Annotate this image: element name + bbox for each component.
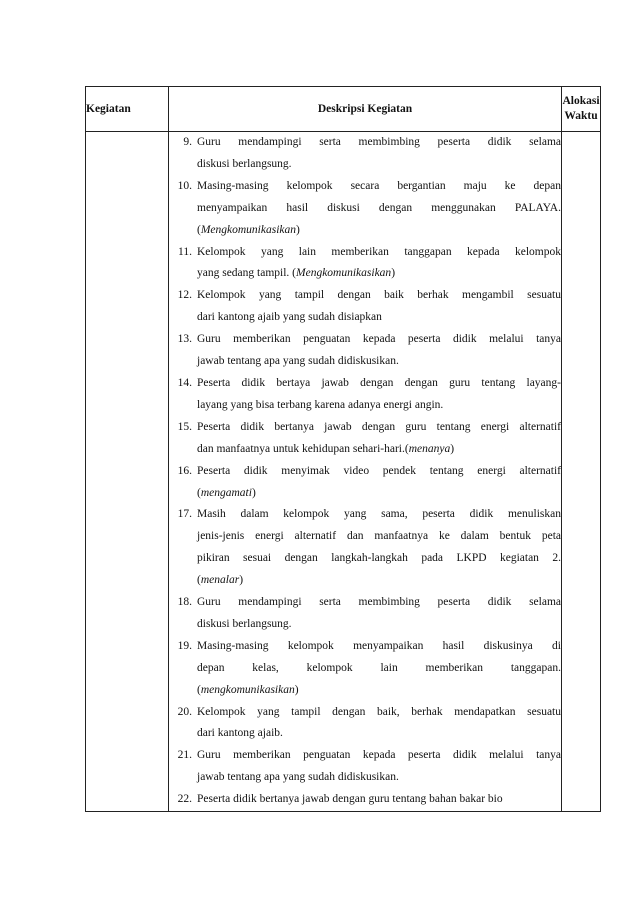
header-alokasi-line2: Waktu — [564, 110, 598, 122]
list-item — [169, 417, 561, 461]
list-item-line: Kelompok yang lain memberikan tanggapan kepada kelompok — [197, 245, 561, 258]
activity-list — [169, 132, 561, 811]
list-item — [169, 461, 561, 505]
alokasi-cell — [562, 132, 601, 812]
list-item-text — [197, 176, 561, 242]
list-item-line: yang sedang tampil. (Mengkomunikasikan) — [197, 267, 396, 280]
list-item-text — [197, 461, 561, 505]
list-item-line: diskusi berlangsung. — [197, 617, 292, 630]
list-item-line: jenis-jenis energi alternatif dan manfaatnya ke dalam bentuk peta — [197, 530, 561, 543]
list-item-number: 22. — [177, 793, 192, 806]
list-item — [169, 242, 561, 286]
list-item-line: dari kantong ajaib. — [197, 727, 283, 740]
list-item — [169, 636, 561, 702]
activity-label-italic: Mengkomunikasikan — [296, 267, 392, 280]
list-item-line: diskusi berlangsung. — [197, 157, 292, 170]
list-item-number: 18. — [177, 596, 192, 609]
lesson-activity-table — [85, 86, 601, 812]
list-item — [169, 285, 561, 329]
list-item-text — [197, 789, 561, 811]
table-header-row — [86, 87, 601, 132]
activity-label-italic: menalar — [200, 574, 240, 587]
list-item-line: Peserta didik bertanya jawab dengan guru tentang energi alternatif — [197, 420, 561, 433]
list-item — [169, 329, 561, 373]
list-item — [169, 789, 561, 811]
list-item-line: pikiran sesuai dengan langkah-langkah pada LKPD kegiatan 2. — [197, 552, 561, 565]
list-item — [169, 702, 561, 746]
list-item-line: Guru mendampingi serta membimbing peserta didik selama — [197, 596, 561, 609]
list-item-text — [197, 242, 561, 286]
list-item-line: (mengkomunikasikan) — [197, 683, 299, 696]
list-item-number: 12. — [177, 289, 192, 302]
deskripsi-cell — [169, 132, 562, 812]
list-item-line: layang yang bisa terbang karena adanya energi angin. — [197, 398, 444, 411]
list-item-number: 14. — [177, 376, 192, 389]
list-item — [169, 745, 561, 789]
list-item-text — [197, 417, 561, 461]
list-item-line: dari kantong ajaib yang sudah disiapkan — [197, 311, 382, 324]
list-item-line: (mengamati) — [197, 486, 256, 499]
kegiatan-cell — [86, 132, 169, 812]
header-alokasi-line1: Alokasi — [562, 95, 600, 107]
list-item — [169, 592, 561, 636]
list-item-line: Guru mendampingi serta membimbing peserta didik selama — [197, 136, 561, 148]
list-item-line: Peserta didik bertanya jawab dengan guru tentang bahan bakar bio — [197, 793, 503, 806]
header-deskripsi: Deskripsi Kegiatan — [169, 87, 562, 132]
list-item-number: 10. — [177, 179, 192, 192]
list-item-line: jawab tentang apa yang sudah didiskusikan. — [197, 355, 399, 368]
list-item-number: 16. — [177, 464, 192, 477]
list-item-text — [197, 504, 561, 592]
list-item-line: menyampaikan hasil diskusi dengan menggunakan PALAYA. — [197, 201, 561, 214]
list-item-line: (menalar) — [197, 574, 244, 587]
list-item — [169, 176, 561, 242]
list-item-line: Masing-masing kelompok menyampaikan hasil diskusinya di — [197, 639, 561, 652]
list-item — [169, 504, 561, 592]
activity-label-italic: Mengkomunikasikan — [200, 223, 297, 236]
list-item-line: Kelompok yang tampil dengan baik, berhak mendapatkan sesuatu — [197, 705, 561, 718]
list-item-number: 15. — [177, 420, 192, 433]
list-item-line: Guru memberikan penguatan kepada peserta didik melalui tanya — [197, 749, 561, 762]
list-item-text — [197, 636, 561, 702]
list-item-line: Masing-masing kelompok secara bergantian maju ke depan — [197, 179, 561, 192]
list-item-text — [197, 285, 561, 329]
list-item-number: 21. — [177, 749, 192, 762]
header-alokasi-waktu — [562, 87, 601, 132]
list-item-number: 9. — [183, 136, 192, 148]
list-item-text — [197, 745, 561, 789]
list-item-line: Peserta didik menyimak video pendek tentang energi alternatif — [197, 464, 561, 477]
list-item-text — [197, 132, 561, 176]
list-item-text — [197, 373, 561, 417]
list-item-line: dan manfaatnya untuk kehidupan sehari-hari.(menanya) — [197, 442, 455, 455]
activity-label-italic: menanya — [408, 442, 451, 455]
list-item-line: (Mengkomunikasikan) — [197, 223, 300, 236]
list-item-line: Guru memberikan penguatan kepada peserta didik melalui tanya — [197, 333, 561, 346]
list-item-line: Peserta didik bertaya jawab dengan dengan guru tentang layang- — [197, 376, 561, 389]
list-item-number: 19. — [177, 639, 192, 652]
activity-label-italic: mengkomunikasikan — [200, 683, 295, 696]
list-item-text — [197, 702, 561, 746]
list-item-number: 11. — [178, 245, 192, 258]
activity-label-italic: mengamati — [200, 486, 252, 499]
list-item-line: Masih dalam kelompok yang sama, peserta didik menuliskan — [197, 508, 561, 521]
list-item-number: 17. — [177, 508, 192, 521]
list-item-number: 20. — [177, 705, 192, 718]
list-item — [169, 132, 561, 176]
list-item-line: depan kelas, kelompok lain memberikan tanggapan. — [197, 661, 561, 674]
list-item — [169, 373, 561, 417]
header-kegiatan: Kegiatan — [86, 87, 169, 132]
table-row — [86, 132, 601, 812]
list-item-line: jawab tentang apa yang sudah didiskusikan. — [197, 771, 399, 784]
list-item-text — [197, 329, 561, 373]
list-item-line: Kelompok yang tampil dengan baik berhak mengambil sesuatu — [197, 289, 561, 302]
list-item-number: 13. — [177, 333, 192, 346]
list-item-text — [197, 592, 561, 636]
